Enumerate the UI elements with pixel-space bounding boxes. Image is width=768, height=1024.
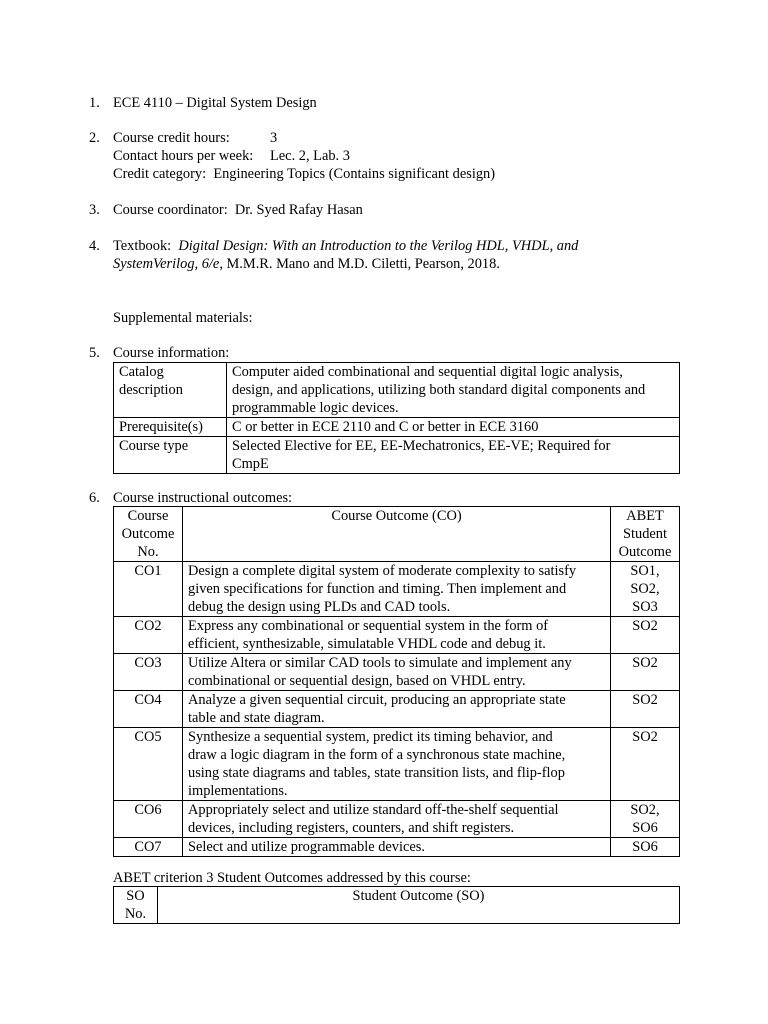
outcome-number: CO2 [114, 617, 183, 654]
outcome-number: CO5 [114, 728, 183, 801]
outcome-number: CO7 [114, 838, 183, 857]
course-info-label-line: Course type [119, 438, 189, 454]
outcome-row [114, 728, 680, 801]
outcome-abet-so [611, 728, 680, 801]
outcome-description [183, 654, 611, 691]
course-info-label [114, 418, 227, 437]
outcome-abet-so [611, 654, 680, 691]
course-outcomes-table [113, 506, 680, 857]
outcome-description [183, 617, 611, 654]
coordinator-value: Dr. Syed Rafay Hasan [234, 202, 363, 218]
course-info-value-line: Computer aided combinational and sequential digital logic analysis, [232, 364, 623, 380]
supplemental-materials: Supplemental materials: [113, 310, 253, 326]
outcome-row [114, 838, 680, 857]
header-outcome-no [114, 507, 183, 562]
credit-hours-line [113, 129, 693, 147]
contact-hours-line [113, 147, 693, 165]
credit-category-line [113, 165, 693, 183]
header-outcome-no-line: Course [127, 508, 169, 524]
outcome-description-line: Design a complete digital system of moderate complexity to satisfy [188, 563, 577, 579]
credit-category-value: Engineering Topics (Contains significant design) [213, 166, 496, 182]
outcome-description-line: table and state diagram. [188, 710, 325, 726]
student-outcomes-header-row [114, 887, 680, 924]
student-outcomes-table [113, 886, 680, 924]
outcome-description-line: Express any combinational or sequential system in the form of [188, 618, 549, 634]
course-info-label [114, 363, 227, 418]
contact-hours-value: Lec. 2, Lab. 3 [270, 148, 350, 164]
header-so-no [114, 887, 158, 924]
outcome-description [183, 801, 611, 838]
outcome-description-line: using state diagrams and tables, state transition lists, and flip-flop [188, 765, 565, 781]
outcome-row [114, 801, 680, 838]
course-info-row [114, 418, 680, 437]
outcome-description-line: devices, including registers, counters, and shift registers. [188, 820, 515, 836]
course-info-value [227, 437, 680, 474]
course-info-row [114, 437, 680, 474]
course-info-value-line: Selected Elective for EE, EE-Mechatronics, EE-VE; Required for [232, 438, 611, 454]
outcome-description [183, 838, 611, 857]
credit-hours-label: Course credit hours: [113, 130, 230, 146]
item-number-2: 2. [89, 130, 100, 146]
outcome-description-line: debug the design using PLDs and CAD tools. [188, 599, 451, 615]
outcome-row [114, 691, 680, 728]
outcome-number: CO3 [114, 654, 183, 691]
course-information-heading: Course information: [113, 345, 230, 361]
item-number-5: 5. [89, 345, 100, 361]
credit-info [113, 129, 693, 183]
outcome-abet-so-line: SO2 [632, 692, 658, 708]
outcome-abet-so [611, 801, 680, 838]
outcome-description-line: Appropriately select and utilize standard off-the-shelf sequential [188, 802, 559, 818]
outcome-abet-so [611, 838, 680, 857]
outcome-abet-so-line: SO2 [632, 655, 658, 671]
outcome-description [183, 728, 611, 801]
textbook-title-line-1: Digital Design: With an Introduction to the Verilog HDL, VHDL, and [178, 238, 579, 254]
outcome-description-line: efficient, synthesizable, simulatable VHDL code and debug it. [188, 636, 546, 652]
coordinator-line [113, 201, 693, 219]
textbook-line-2 [113, 255, 693, 273]
outcome-row [114, 562, 680, 617]
outcome-abet-so-line: SO2 [632, 729, 658, 745]
course-info-label-line: Catalog [119, 364, 164, 380]
outcome-number: CO1 [114, 562, 183, 617]
header-outcome-no-line: Outcome [121, 526, 175, 542]
item-number-4: 4. [89, 238, 100, 254]
course-title: ECE 4110 – Digital System Design [113, 95, 317, 111]
header-abet-line: Outcome [618, 544, 672, 560]
outcome-number: CO4 [114, 691, 183, 728]
outcome-row [114, 617, 680, 654]
header-so-no-line: SO [126, 888, 145, 904]
outcome-abet-so-line: SO2 [632, 618, 658, 634]
outcome-abet-so-line: SO2, [630, 581, 660, 597]
textbook-line-1 [113, 237, 693, 255]
course-info-label-line: Prerequisite(s) [119, 419, 203, 435]
credit-hours-value: 3 [270, 130, 278, 146]
header-abet-line: Student [623, 526, 667, 542]
header-so-no-line: No. [124, 906, 147, 922]
course-info-value [227, 418, 680, 437]
item-number-1: 1. [89, 95, 100, 111]
outcome-abet-so-line: SO6 [632, 839, 658, 855]
contact-hours-label: Contact hours per week: [113, 148, 254, 164]
outcome-description [183, 691, 611, 728]
course-info-label-line: description [119, 382, 183, 398]
abet-criterion-heading: ABET criterion 3 Student Outcomes addressed by this course: [113, 870, 471, 886]
header-course-outcome: Course Outcome (CO) [183, 507, 611, 562]
textbook-label: Textbook: [113, 238, 172, 254]
outcome-number: CO6 [114, 801, 183, 838]
course-outcomes-heading: Course instructional outcomes: [113, 490, 293, 506]
outcome-description [183, 562, 611, 617]
course-info-label [114, 437, 227, 474]
textbook-title-line-2: SystemVerilog, 6/e [113, 256, 220, 272]
credit-category-label: Credit category: [113, 166, 207, 182]
header-outcome-no-line: No. [137, 544, 159, 560]
course-information-table [113, 362, 680, 474]
header-abet-outcome [611, 507, 680, 562]
outcome-abet-so [611, 617, 680, 654]
outcome-description-line: Utilize Altera or similar CAD tools to simulate and implement any [188, 655, 572, 671]
textbook-authors: , M.M.R. Mano and M.D. Ciletti, Pearson, 2018. [219, 256, 500, 272]
item-number-6: 6. [89, 490, 100, 506]
outcome-abet-so-line: SO6 [632, 820, 658, 836]
outcomes-header-row [114, 507, 680, 562]
outcome-row [114, 654, 680, 691]
course-info-value-line: CmpE [232, 456, 269, 472]
textbook-info [113, 237, 693, 273]
outcome-abet-so-line: SO1, [630, 563, 660, 579]
outcome-description-line: Select and utilize programmable devices. [188, 839, 425, 855]
outcome-description-line: implementations. [188, 783, 288, 799]
outcome-description-line: draw a logic diagram in the form of a synchronous state machine, [188, 747, 566, 763]
coordinator-label: Course coordinator: [113, 202, 228, 218]
outcome-description-line: Synthesize a sequential system, predict its timing behavior, and [188, 729, 553, 745]
outcome-abet-so-line: SO3 [632, 599, 658, 615]
header-student-outcome: Student Outcome (SO) [158, 887, 680, 924]
outcome-description-line: given specifications for function and timing. Then implement and [188, 581, 567, 597]
header-abet-line: ABET [626, 508, 664, 524]
course-info-value-line: C or better in ECE 2110 and C or better in ECE 3160 [232, 419, 539, 435]
outcome-abet-so [611, 562, 680, 617]
course-info-value [227, 363, 680, 418]
course-info-value-line: programmable logic devices. [232, 400, 399, 416]
course-info-value-line: design, and applications, utilizing both standard digital components and [232, 382, 646, 398]
outcome-description-line: Analyze a given sequential circuit, producing an appropriate state [188, 692, 566, 708]
outcome-abet-so [611, 691, 680, 728]
course-info-row [114, 363, 680, 418]
outcome-description-line: combinational or sequential design, based on VHDL entry. [188, 673, 526, 689]
outcome-abet-so-line: SO2, [630, 802, 660, 818]
item-number-3: 3. [89, 202, 100, 218]
